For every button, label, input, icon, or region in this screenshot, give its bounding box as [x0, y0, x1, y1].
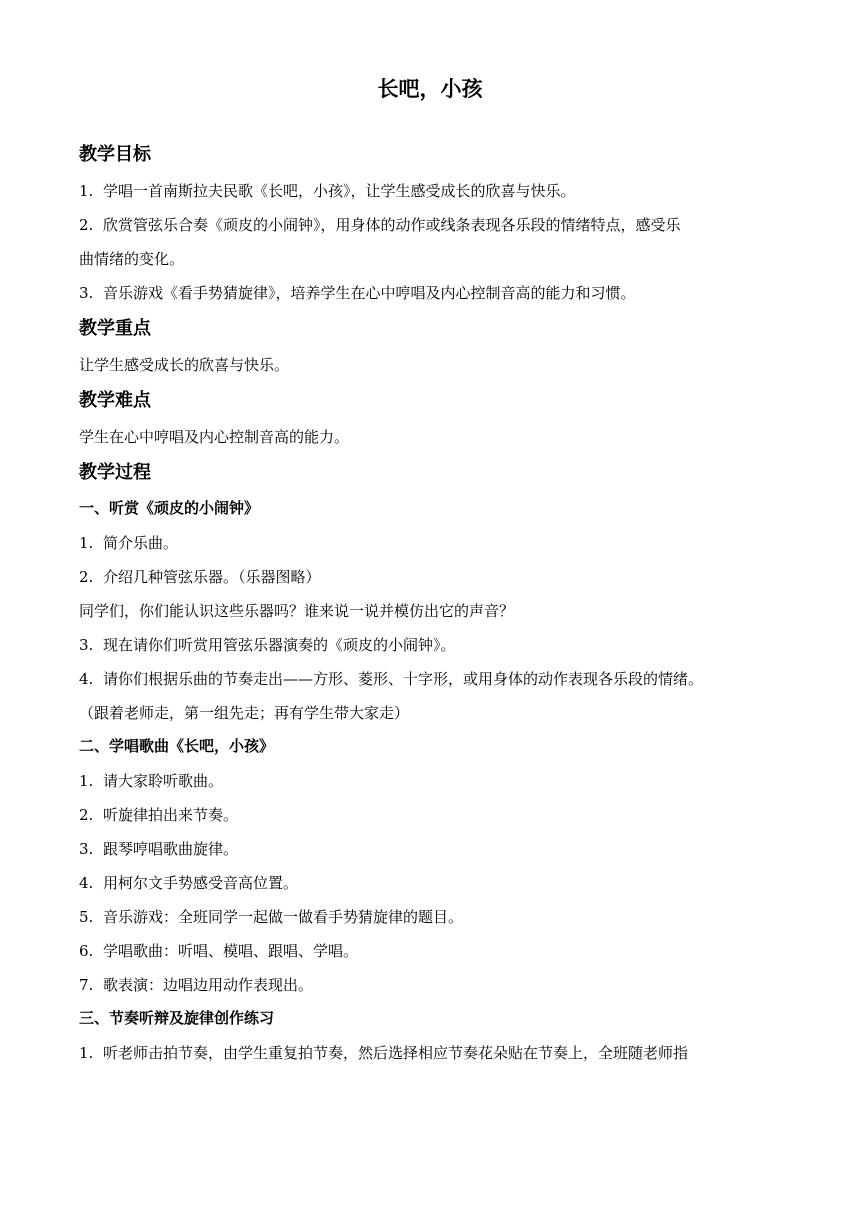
list-item-text: 听老师击拍节奏，由学生重复拍节奏，然后选择相应节奏花朵贴在节奏上，全班随老师指	[103, 1044, 689, 1062]
goal-item-number: 2.	[79, 216, 94, 234]
list-item-number: 1.	[79, 1044, 94, 1062]
section-1-item-3	[79, 628, 783, 662]
goal-item-3	[79, 276, 783, 310]
goal-item-number: 3.	[79, 284, 94, 302]
section-1-item-1	[79, 526, 783, 560]
section-2-item-2	[79, 798, 783, 832]
document-body	[79, 140, 783, 1070]
goal-item-text: 欣赏管弦乐合奏《顽皮的小闹钟》，用身体的动作或线条表现各乐段的情绪特点，感受乐	[103, 216, 681, 234]
list-item-number: 6.	[79, 942, 94, 960]
goal-item-text: 音乐游戏《看手势猜旋律》，培养学生在心中哼唱及内心控制音高的能力和习惯。	[103, 284, 636, 302]
list-item-text: 请大家聆听歌曲。	[103, 772, 224, 790]
difficulties-text: 学生在心中哼唱及内心控制音高的能力。	[79, 428, 350, 446]
section-3-heading: 三、节奏听辩及旋律创作练习	[79, 1009, 275, 1027]
list-item-text: 用柯尔文手势感受音高位置。	[103, 874, 299, 892]
section-2-heading: 二、学唱歌曲《长吧，小孩》	[79, 737, 275, 755]
list-item-number: 3.	[79, 840, 94, 858]
section-2-item-7	[79, 968, 783, 1002]
list-item-text: 音乐游戏：全班同学一起做一做看手势猜旋律的题目。	[103, 908, 464, 926]
section-3-item-1	[79, 1036, 783, 1070]
list-item-text: 跟琴哼唱歌曲旋律。	[103, 840, 239, 858]
key-points-text: 让学生感受成长的欣喜与快乐。	[79, 356, 290, 374]
list-item-text: 歌表演：边唱边用动作表现出。	[103, 976, 314, 994]
section-1-note: 同学们，你们能认识这些乐器吗？谁来说一说并模仿出它的声音？	[79, 602, 515, 620]
process-heading: 教学过程	[79, 462, 151, 483]
section-2-item-3	[79, 832, 783, 866]
list-item-number: 1.	[79, 772, 94, 790]
list-item-number: 1.	[79, 534, 94, 552]
list-item-number: 7.	[79, 976, 94, 994]
list-item-number: 5.	[79, 908, 94, 926]
goals-heading: 教学目标	[79, 144, 151, 165]
goal-item-2	[79, 208, 783, 242]
list-item-number: 2.	[79, 568, 94, 586]
page-title: 长吧，小孩	[377, 77, 483, 101]
list-item-text: 介绍几种管弦乐器。（乐器图略）	[103, 568, 321, 586]
goal-item-text: 学唱一首南斯拉夫民歌《长吧，小孩》，让学生感受成长的欣喜与快乐。	[103, 182, 576, 200]
list-item-text: 听旋律拍出来节奏。	[103, 806, 239, 824]
list-item-text: 请你们根据乐曲的节奏走出——方形、菱形、十字形，或用身体的动作表现各乐段的情绪。	[103, 670, 704, 688]
goal-item-1	[79, 174, 783, 208]
section-2-item-6	[79, 934, 783, 968]
section-2-item-1	[79, 764, 783, 798]
list-item-text: 学唱歌曲：听唱、模唱、跟唱、学唱。	[103, 942, 359, 960]
section-2-item-5	[79, 900, 783, 934]
section-1-item-4	[79, 662, 783, 696]
list-item-text: 现在请你们听赏用管弦乐器演奏的《顽皮的小闹钟》。	[103, 636, 456, 654]
section-2-item-4	[79, 866, 783, 900]
list-item-number: 2.	[79, 806, 94, 824]
goal-item-2-continuation: 曲情绪的变化。	[79, 250, 185, 268]
list-item-text: 简介乐曲。	[103, 534, 179, 552]
section-1-heading: 一、听赏《顽皮的小闹钟》	[79, 499, 260, 517]
section-1-item-4-continuation: （跟着老师走，第一组先走；再有学生带大家走）	[79, 704, 410, 722]
key-points-heading: 教学重点	[79, 318, 151, 339]
difficulties-heading: 教学难点	[79, 390, 151, 411]
list-item-number: 3.	[79, 636, 94, 654]
section-1-item-2	[79, 560, 783, 594]
list-item-number: 4.	[79, 874, 94, 892]
list-item-number: 4.	[79, 670, 94, 688]
goal-item-number: 1.	[79, 182, 94, 200]
